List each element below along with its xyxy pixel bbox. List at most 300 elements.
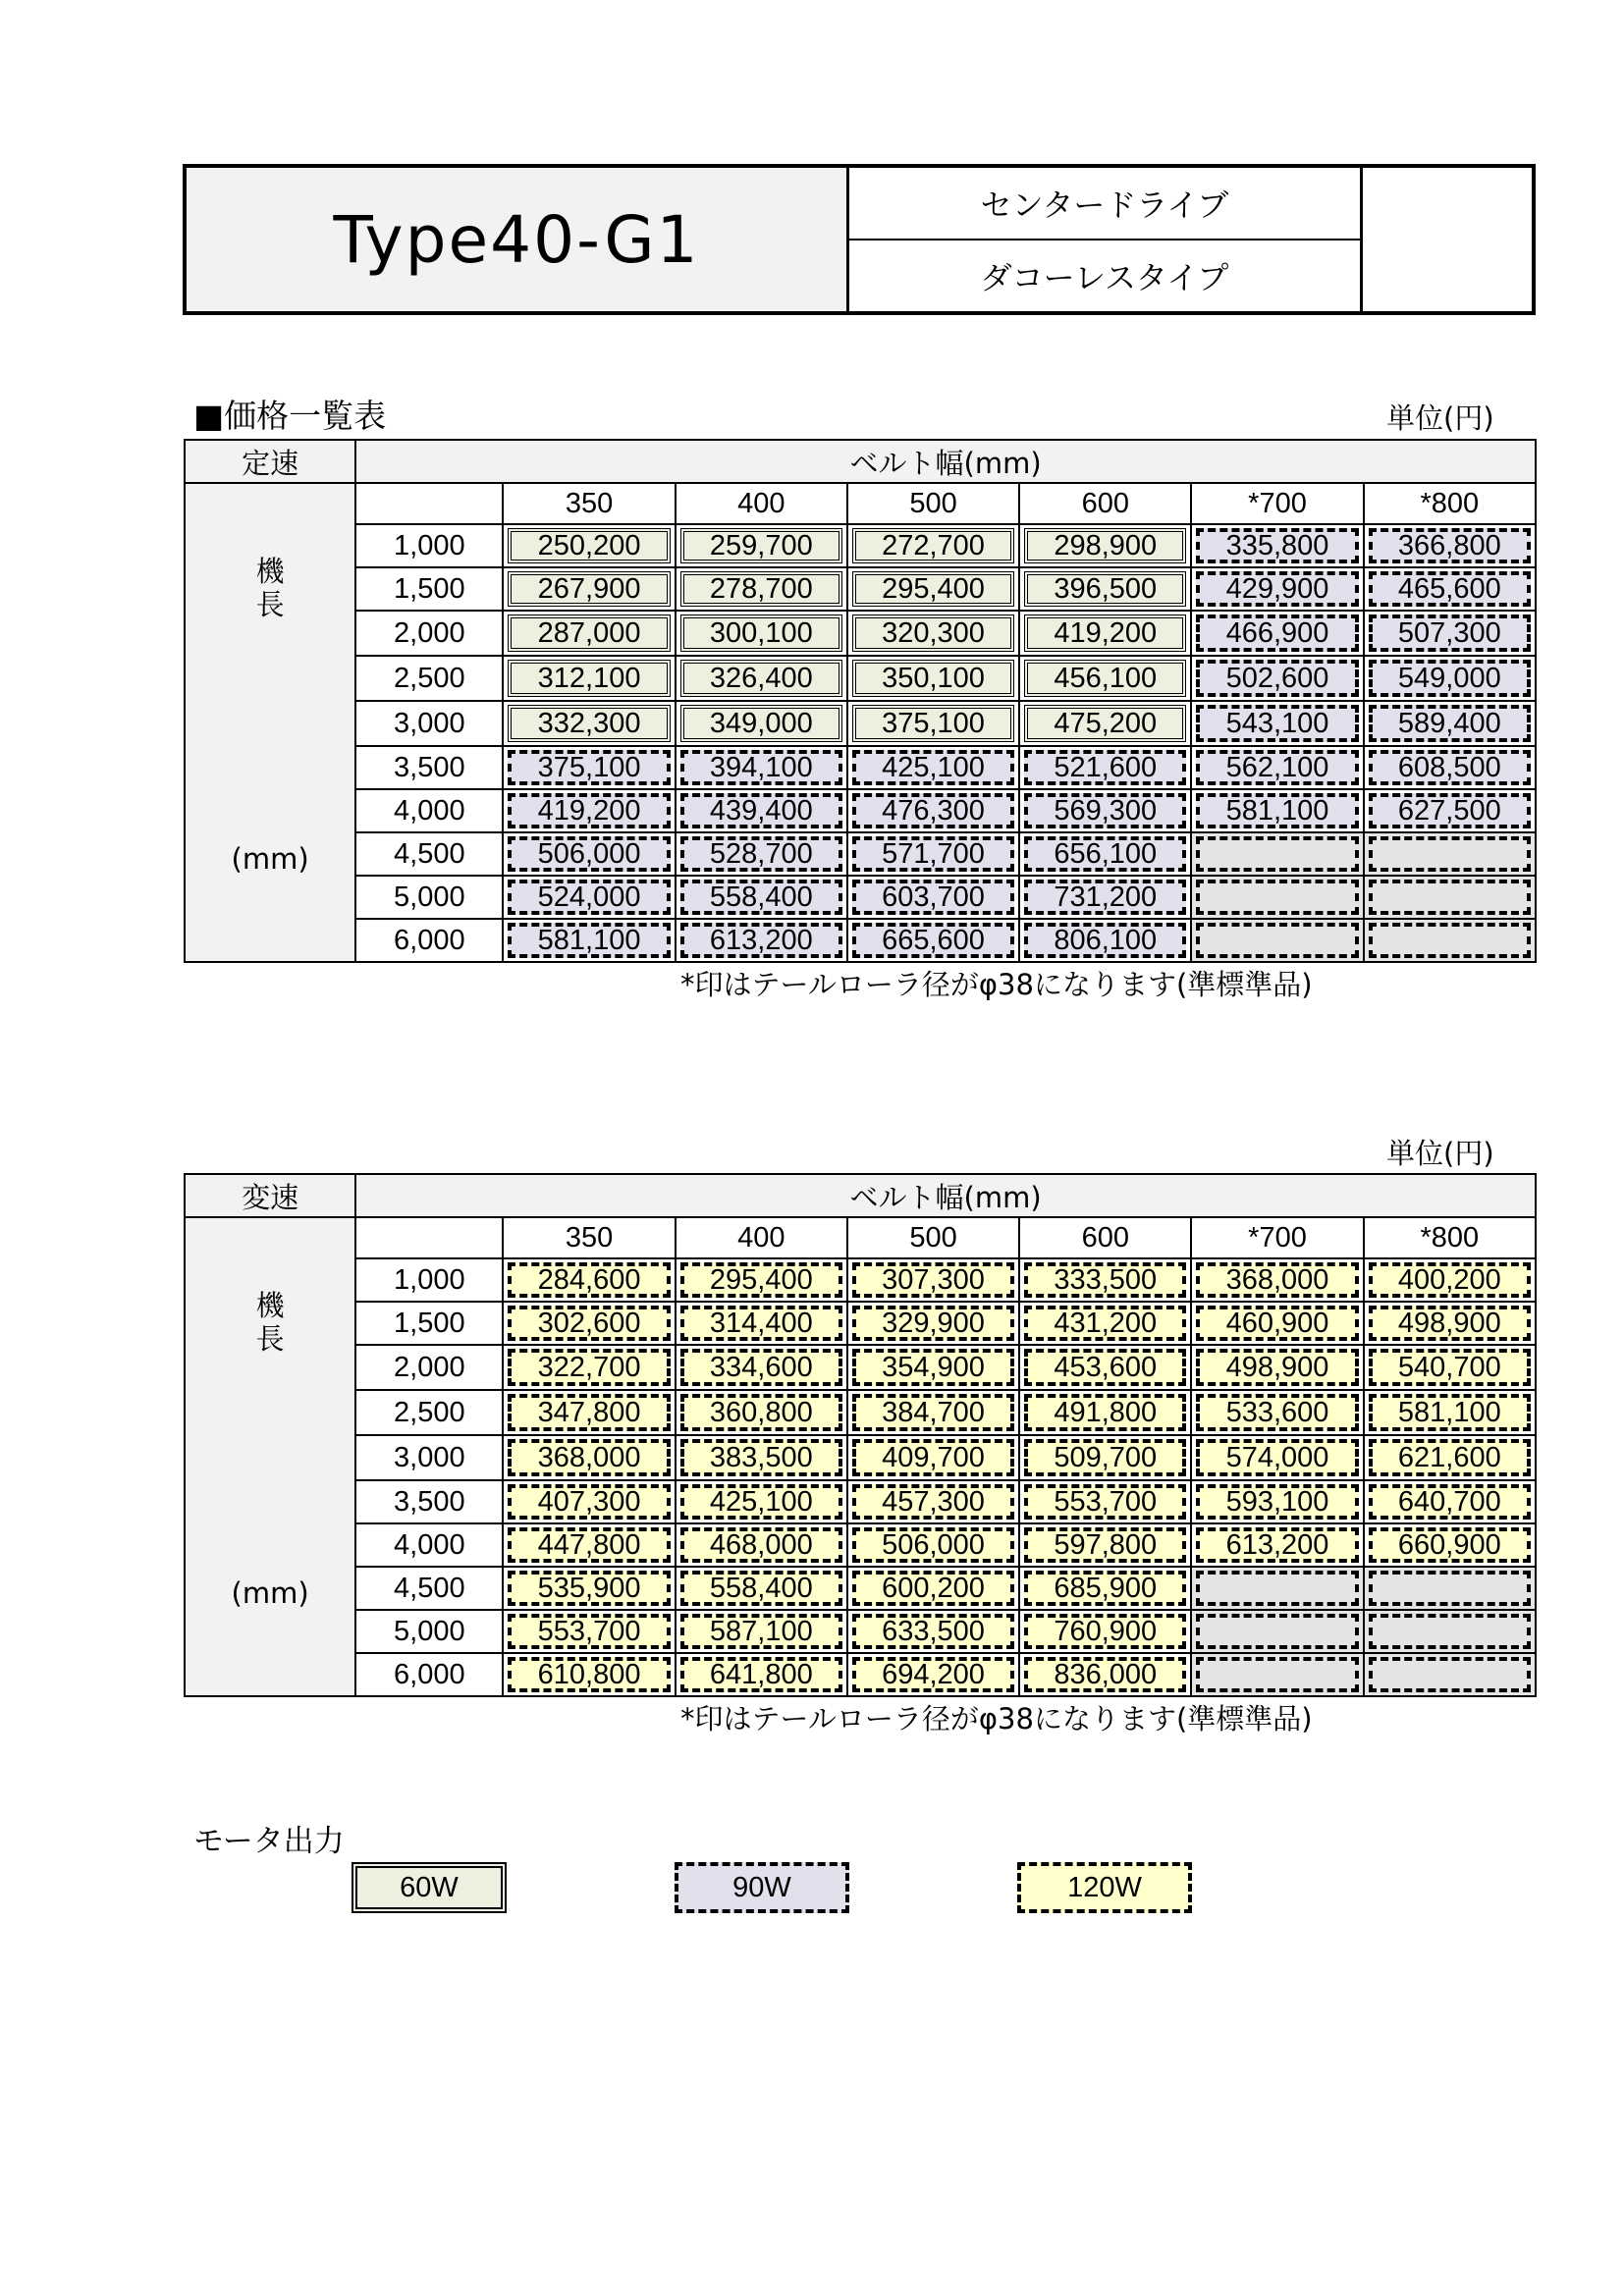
fixed-price-value: 476,300	[852, 793, 1014, 828]
fixed-price-cell	[1019, 524, 1191, 567]
variable-price-cell	[1364, 1302, 1536, 1345]
price-list-heading: ■価格一覧表	[193, 397, 387, 435]
variable-price-value: 431,200	[1024, 1306, 1186, 1341]
variable-price-value: 314,400	[680, 1306, 842, 1341]
variable-price-value	[1369, 1657, 1531, 1692]
fixed-price-cell	[1364, 567, 1536, 611]
variable-price-cell	[1364, 1523, 1536, 1567]
variable-price-value: 384,700	[852, 1394, 1014, 1431]
variable-width-header: 400	[676, 1217, 847, 1258]
fixed-width-header: 350	[503, 483, 675, 524]
variable-price-cell	[1191, 1653, 1363, 1696]
fixed-price-cell	[1019, 919, 1191, 962]
variable-price-cell	[676, 1567, 847, 1610]
variable-length-row	[185, 1435, 1536, 1480]
fixed-length-cell: 4,000	[355, 789, 503, 832]
variable-length-row	[185, 1302, 1536, 1345]
fixed-price-cell	[1364, 701, 1536, 746]
fixed-price-cell	[1019, 832, 1191, 876]
fixed-price-cell	[503, 789, 675, 832]
variable-price-value: 613,200	[1196, 1527, 1358, 1563]
variable-length-cell: 1,500	[355, 1302, 503, 1345]
variable-price-value: 360,800	[680, 1394, 842, 1431]
variable-price-value: 621,600	[1369, 1439, 1531, 1476]
fixed-price-value: 456,100	[1024, 660, 1186, 697]
variable-price-cell	[1191, 1480, 1363, 1523]
fixed-price-value: 581,100	[1196, 793, 1358, 828]
variable-price-value: 553,700	[508, 1614, 670, 1649]
fixed-width-header: 600	[1019, 483, 1191, 524]
fixed-price-value: 558,400	[680, 880, 842, 915]
fixed-price-value: 665,600	[852, 923, 1014, 958]
fixed-speed-label: 定速	[185, 440, 355, 483]
variable-width-header: 350	[503, 1217, 675, 1258]
variable-price-cell	[1364, 1435, 1536, 1480]
fixed-header-row	[185, 440, 1536, 483]
fixed-length-row	[185, 567, 1536, 611]
fixed-belt-width-label: ベルト幅(mm)	[355, 440, 1536, 483]
variable-price-cell	[1364, 1390, 1536, 1435]
variable-price-cell	[847, 1480, 1019, 1523]
variable-price-cell	[676, 1302, 847, 1345]
variable-width-header: *800	[1364, 1217, 1536, 1258]
variable-price-cell	[847, 1345, 1019, 1390]
fixed-price-cell	[1191, 832, 1363, 876]
variable-price-cell	[1019, 1567, 1191, 1610]
variable-machine-label-2: 長	[255, 1322, 285, 1356]
variable-price-value: 587,100	[680, 1614, 842, 1649]
fixed-price-value: 656,100	[1024, 836, 1186, 872]
variable-price-cell	[1191, 1435, 1363, 1480]
fixed-price-value: 806,100	[1024, 923, 1186, 958]
fixed-width-header: *700	[1191, 483, 1363, 524]
variable-price-value: 383,500	[680, 1439, 842, 1476]
header-box	[183, 164, 1536, 315]
fixed-price-cell	[676, 919, 847, 962]
fixed-price-cell	[1364, 611, 1536, 656]
variable-price-cell	[1191, 1258, 1363, 1302]
variable-length-cell: 4,500	[355, 1567, 503, 1610]
fixed-price-cell	[503, 919, 675, 962]
variable-price-value: 302,600	[508, 1306, 670, 1341]
fixed-length-cell: 3,500	[355, 746, 503, 789]
variable-price-value: 509,700	[1024, 1439, 1186, 1476]
variable-width-header: *700	[1191, 1217, 1363, 1258]
fixed-price-value: 562,100	[1196, 750, 1358, 785]
variable-price-value: 368,000	[508, 1439, 670, 1476]
fixed-price-value: 295,400	[852, 571, 1014, 607]
fixed-price-cell	[676, 746, 847, 789]
fixed-price-value: 350,100	[852, 660, 1014, 697]
fixed-price-cell	[676, 567, 847, 611]
fixed-price-cell	[1191, 876, 1363, 919]
variable-price-value: 506,000	[852, 1527, 1014, 1563]
fixed-price-value: 366,800	[1369, 528, 1531, 563]
fixed-price-value: 326,400	[680, 660, 842, 697]
variable-price-cell	[676, 1435, 847, 1480]
fixed-length-cell: 6,000	[355, 919, 503, 962]
fixed-price-value: 349,000	[680, 705, 842, 742]
fixed-price-cell	[1019, 789, 1191, 832]
variable-length-cell: 2,500	[355, 1390, 503, 1435]
variable-price-value: 574,000	[1196, 1439, 1358, 1476]
variable-length-row	[185, 1480, 1536, 1523]
fixed-price-value: 475,200	[1024, 705, 1186, 742]
variable-price-cell	[1019, 1435, 1191, 1480]
fixed-price-value: 603,700	[852, 880, 1014, 915]
variable-price-cell	[847, 1435, 1019, 1480]
fixed-price-cell	[503, 656, 675, 701]
fixed-price-value: 278,700	[680, 571, 842, 607]
variable-price-value	[1369, 1614, 1531, 1649]
variable-price-value: 460,900	[1196, 1306, 1358, 1341]
variable-price-cell	[847, 1653, 1019, 1696]
variable-price-value	[1196, 1657, 1358, 1692]
fixed-speed-price-table	[184, 439, 1537, 963]
fixed-price-cell	[847, 832, 1019, 876]
variable-price-cell	[503, 1567, 675, 1610]
variable-price-cell	[1019, 1480, 1191, 1523]
variable-length-cell: 1,000	[355, 1258, 503, 1302]
variable-width-header: 500	[847, 1217, 1019, 1258]
variable-price-cell	[1364, 1567, 1536, 1610]
fixed-price-value	[1369, 880, 1531, 915]
fixed-price-value	[1196, 836, 1358, 872]
variable-length-cell: 3,000	[355, 1435, 503, 1480]
fixed-length-cell: 2,500	[355, 656, 503, 701]
fixed-price-cell	[676, 876, 847, 919]
variable-price-cell	[503, 1390, 675, 1435]
variable-length-row	[185, 1390, 1536, 1435]
fixed-price-cell	[1019, 746, 1191, 789]
fixed-price-cell	[503, 611, 675, 656]
variable-price-cell	[503, 1302, 675, 1345]
variable-length-cell: 3,500	[355, 1480, 503, 1523]
variable-price-value	[1196, 1614, 1358, 1649]
fixed-length-cell: 4,500	[355, 832, 503, 876]
fixed-width-row	[185, 483, 1536, 524]
variable-length-row	[185, 1567, 1536, 1610]
variable-price-value: 694,200	[852, 1657, 1014, 1692]
fixed-price-cell	[1019, 876, 1191, 919]
variable-price-value: 685,900	[1024, 1571, 1186, 1606]
fixed-price-value: 571,700	[852, 836, 1014, 872]
fixed-price-cell	[1364, 656, 1536, 701]
fixed-price-value: 439,400	[680, 793, 842, 828]
fixed-length-cell: 1,500	[355, 567, 503, 611]
variable-price-value: 593,100	[1196, 1484, 1358, 1520]
variable-length-cell: 2,000	[355, 1345, 503, 1390]
variable-price-value: 347,800	[508, 1394, 670, 1431]
fixed-price-value: 549,000	[1369, 660, 1531, 697]
fixed-price-cell	[1364, 832, 1536, 876]
fixed-price-cell	[847, 701, 1019, 746]
fixed-price-cell	[847, 746, 1019, 789]
fixed-price-value	[1369, 836, 1531, 872]
variable-price-value: 491,800	[1024, 1394, 1186, 1431]
variable-length-cell: 4,000	[355, 1523, 503, 1567]
variable-price-value: 400,200	[1369, 1262, 1531, 1298]
fixed-length-cell: 2,000	[355, 611, 503, 656]
fixed-price-cell	[1364, 876, 1536, 919]
variable-price-cell	[1364, 1258, 1536, 1302]
variable-price-cell	[1191, 1390, 1363, 1435]
fixed-price-value: 429,900	[1196, 571, 1358, 607]
tail-roller-note-fixed: *印はテールローラ径がφ38になります(準標準品)	[680, 968, 1313, 1001]
variable-price-cell	[1019, 1523, 1191, 1567]
variable-price-cell	[503, 1345, 675, 1390]
unit-label-fixed: 単位(円)	[1386, 401, 1494, 435]
fixed-price-cell	[676, 524, 847, 567]
fixed-price-cell	[676, 656, 847, 701]
fixed-price-cell	[676, 611, 847, 656]
variable-width-row	[185, 1217, 1536, 1258]
motor-output-label: モータ出力	[193, 1824, 345, 1859]
fixed-price-value: 287,000	[508, 614, 670, 652]
variable-price-value: 409,700	[852, 1439, 1014, 1476]
variable-price-value: 284,600	[508, 1262, 670, 1298]
variable-price-cell	[847, 1302, 1019, 1345]
variable-price-cell	[503, 1480, 675, 1523]
variable-price-cell	[503, 1523, 675, 1567]
variable-machine-label-1: 機	[255, 1289, 285, 1322]
fixed-price-value: 312,100	[508, 660, 670, 697]
variable-mm-label: (mm)	[231, 1576, 309, 1610]
subtitle-model-type: ダコーレスタイプ	[980, 259, 1229, 296]
fixed-machine-label-2: 長	[255, 588, 285, 621]
fixed-price-value: 419,200	[1024, 614, 1186, 652]
variable-price-cell	[1019, 1302, 1191, 1345]
variable-price-cell	[676, 1345, 847, 1390]
variable-price-cell	[847, 1258, 1019, 1302]
fixed-price-value: 394,100	[680, 750, 842, 785]
fixed-price-value: 627,500	[1369, 793, 1531, 828]
variable-price-cell	[1019, 1258, 1191, 1302]
fixed-price-cell	[847, 656, 1019, 701]
variable-length-row	[185, 1610, 1536, 1653]
fixed-price-value	[1369, 923, 1531, 958]
fixed-price-cell	[503, 832, 675, 876]
fixed-price-value: 528,700	[680, 836, 842, 872]
fixed-length-row	[185, 789, 1536, 832]
fixed-price-cell	[1191, 746, 1363, 789]
fixed-price-cell	[1019, 611, 1191, 656]
fixed-price-cell	[1191, 656, 1363, 701]
fixed-price-value: 608,500	[1369, 750, 1531, 785]
variable-price-cell	[1191, 1567, 1363, 1610]
variable-price-cell	[676, 1610, 847, 1653]
variable-price-value: 533,600	[1196, 1394, 1358, 1431]
fixed-price-value	[1196, 923, 1358, 958]
variable-price-cell	[1019, 1345, 1191, 1390]
page-title: Type40-G1	[187, 168, 849, 311]
variable-price-value: 334,600	[680, 1349, 842, 1386]
fixed-price-cell	[503, 701, 675, 746]
fixed-length-cell: 5,000	[355, 876, 503, 919]
fixed-price-cell	[1019, 701, 1191, 746]
variable-price-cell	[676, 1480, 847, 1523]
variable-price-cell	[1364, 1653, 1536, 1696]
variable-price-value: 610,800	[508, 1657, 670, 1692]
blank-cell	[1363, 168, 1532, 311]
fixed-price-value: 425,100	[852, 750, 1014, 785]
variable-price-value: 447,800	[508, 1527, 670, 1563]
fixed-length-row	[185, 524, 1536, 567]
subtitle-column	[849, 168, 1363, 311]
subtitle-drive-type: センタードライブ	[849, 168, 1360, 240]
variable-price-value	[1196, 1571, 1358, 1606]
fixed-price-cell	[1191, 611, 1363, 656]
fixed-width-header: 500	[847, 483, 1019, 524]
variable-price-value: 553,700	[1024, 1484, 1186, 1520]
variable-price-value: 468,000	[680, 1527, 842, 1563]
fixed-price-value: 581,100	[508, 923, 670, 958]
fixed-price-cell	[847, 789, 1019, 832]
variable-price-value: 407,300	[508, 1484, 670, 1520]
variable-price-value: 457,300	[852, 1484, 1014, 1520]
fixed-length-cell: 3,000	[355, 701, 503, 746]
variable-length-cell: 6,000	[355, 1653, 503, 1696]
fixed-length-cell: 1,000	[355, 524, 503, 567]
fixed-price-value: 375,100	[508, 750, 670, 785]
variable-price-value: 581,100	[1369, 1394, 1531, 1431]
variable-price-value: 535,900	[508, 1571, 670, 1606]
fixed-price-value: 502,600	[1196, 660, 1358, 697]
variable-price-cell	[503, 1610, 675, 1653]
fixed-price-value: 396,500	[1024, 571, 1186, 607]
variable-price-cell	[1191, 1610, 1363, 1653]
variable-price-value: 333,500	[1024, 1262, 1186, 1298]
variable-belt-width-label: ベルト幅(mm)	[355, 1174, 1536, 1217]
variable-machine-length-label	[185, 1217, 355, 1696]
fixed-length-row	[185, 746, 1536, 789]
variable-price-value: 558,400	[680, 1571, 842, 1606]
variable-price-cell	[1019, 1390, 1191, 1435]
fixed-price-value: 507,300	[1369, 614, 1531, 652]
variable-price-cell	[676, 1523, 847, 1567]
fixed-price-value: 300,100	[680, 614, 842, 652]
fixed-price-value: 506,000	[508, 836, 670, 872]
variable-price-value: 760,900	[1024, 1614, 1186, 1649]
variable-length-row	[185, 1653, 1536, 1696]
fixed-price-cell	[1364, 746, 1536, 789]
fixed-price-cell	[1364, 789, 1536, 832]
variable-price-value: 836,000	[1024, 1657, 1186, 1692]
variable-price-cell	[1364, 1610, 1536, 1653]
fixed-price-cell	[676, 789, 847, 832]
tail-roller-note-variable: *印はテールローラ径がφ38になります(準標準品)	[680, 1702, 1313, 1735]
variable-price-cell	[847, 1390, 1019, 1435]
variable-corner-cell	[355, 1217, 503, 1258]
variable-speed-label: 変速	[185, 1174, 355, 1217]
fixed-price-cell	[1364, 524, 1536, 567]
fixed-price-value: 589,400	[1369, 705, 1531, 742]
variable-price-cell	[1191, 1345, 1363, 1390]
fixed-length-row	[185, 701, 1536, 746]
variable-price-cell	[676, 1258, 847, 1302]
variable-price-cell	[676, 1653, 847, 1696]
fixed-price-cell	[847, 524, 1019, 567]
fixed-price-value: 521,600	[1024, 750, 1186, 785]
legend-120w: 120W	[1017, 1862, 1192, 1913]
fixed-length-row	[185, 832, 1536, 876]
variable-price-value: 368,000	[1196, 1262, 1358, 1298]
variable-price-cell	[676, 1390, 847, 1435]
variable-length-row	[185, 1345, 1536, 1390]
variable-length-row	[185, 1258, 1536, 1302]
variable-price-cell	[1191, 1523, 1363, 1567]
fixed-price-cell	[1019, 656, 1191, 701]
variable-speed-price-table	[184, 1173, 1537, 1697]
variable-price-cell	[1019, 1653, 1191, 1696]
fixed-price-cell	[676, 832, 847, 876]
fixed-price-value: 335,800	[1196, 528, 1358, 563]
fixed-price-cell	[1191, 524, 1363, 567]
variable-price-value: 600,200	[852, 1571, 1014, 1606]
fixed-price-value: 332,300	[508, 705, 670, 742]
fixed-price-value: 419,200	[508, 793, 670, 828]
fixed-price-cell	[503, 746, 675, 789]
variable-price-value: 633,500	[852, 1614, 1014, 1649]
fixed-price-value: 731,200	[1024, 880, 1186, 915]
fixed-price-cell	[503, 567, 675, 611]
fixed-length-row	[185, 919, 1536, 962]
variable-price-value	[1369, 1571, 1531, 1606]
variable-price-value: 307,300	[852, 1262, 1014, 1298]
legend-90w: 90W	[675, 1862, 849, 1913]
fixed-price-value: 466,900	[1196, 614, 1358, 652]
fixed-price-value: 375,100	[852, 705, 1014, 742]
fixed-price-cell	[1019, 567, 1191, 611]
fixed-price-cell	[1364, 919, 1536, 962]
fixed-price-value: 272,700	[852, 528, 1014, 563]
legend-60w: 60W	[352, 1862, 507, 1913]
variable-price-value: 640,700	[1369, 1484, 1531, 1520]
fixed-width-header: *800	[1364, 483, 1536, 524]
fixed-price-value: 465,600	[1369, 571, 1531, 607]
variable-price-cell	[503, 1653, 675, 1696]
variable-price-value: 329,900	[852, 1306, 1014, 1341]
variable-price-cell	[1364, 1345, 1536, 1390]
variable-price-value: 425,100	[680, 1484, 842, 1520]
variable-price-cell	[847, 1523, 1019, 1567]
fixed-price-value: 543,100	[1196, 705, 1358, 742]
fixed-price-value: 267,900	[508, 571, 670, 607]
fixed-price-cell	[1191, 789, 1363, 832]
variable-length-cell: 5,000	[355, 1610, 503, 1653]
fixed-width-header: 400	[676, 483, 847, 524]
fixed-price-value: 259,700	[680, 528, 842, 563]
fixed-price-value: 569,300	[1024, 793, 1186, 828]
variable-price-cell	[503, 1258, 675, 1302]
fixed-price-value: 250,200	[508, 528, 670, 563]
variable-price-value: 498,900	[1369, 1306, 1531, 1341]
variable-width-header: 600	[1019, 1217, 1191, 1258]
variable-price-cell	[1364, 1480, 1536, 1523]
fixed-price-cell	[847, 567, 1019, 611]
fixed-price-cell	[1191, 701, 1363, 746]
fixed-price-cell	[847, 876, 1019, 919]
variable-price-cell	[847, 1610, 1019, 1653]
fixed-machine-label-1: 機	[255, 555, 285, 588]
fixed-price-value: 613,200	[680, 923, 842, 958]
fixed-price-cell	[847, 611, 1019, 656]
fixed-length-row	[185, 876, 1536, 919]
variable-price-value: 295,400	[680, 1262, 842, 1298]
fixed-price-cell	[1191, 919, 1363, 962]
fixed-length-row	[185, 656, 1536, 701]
fixed-corner-cell	[355, 483, 503, 524]
